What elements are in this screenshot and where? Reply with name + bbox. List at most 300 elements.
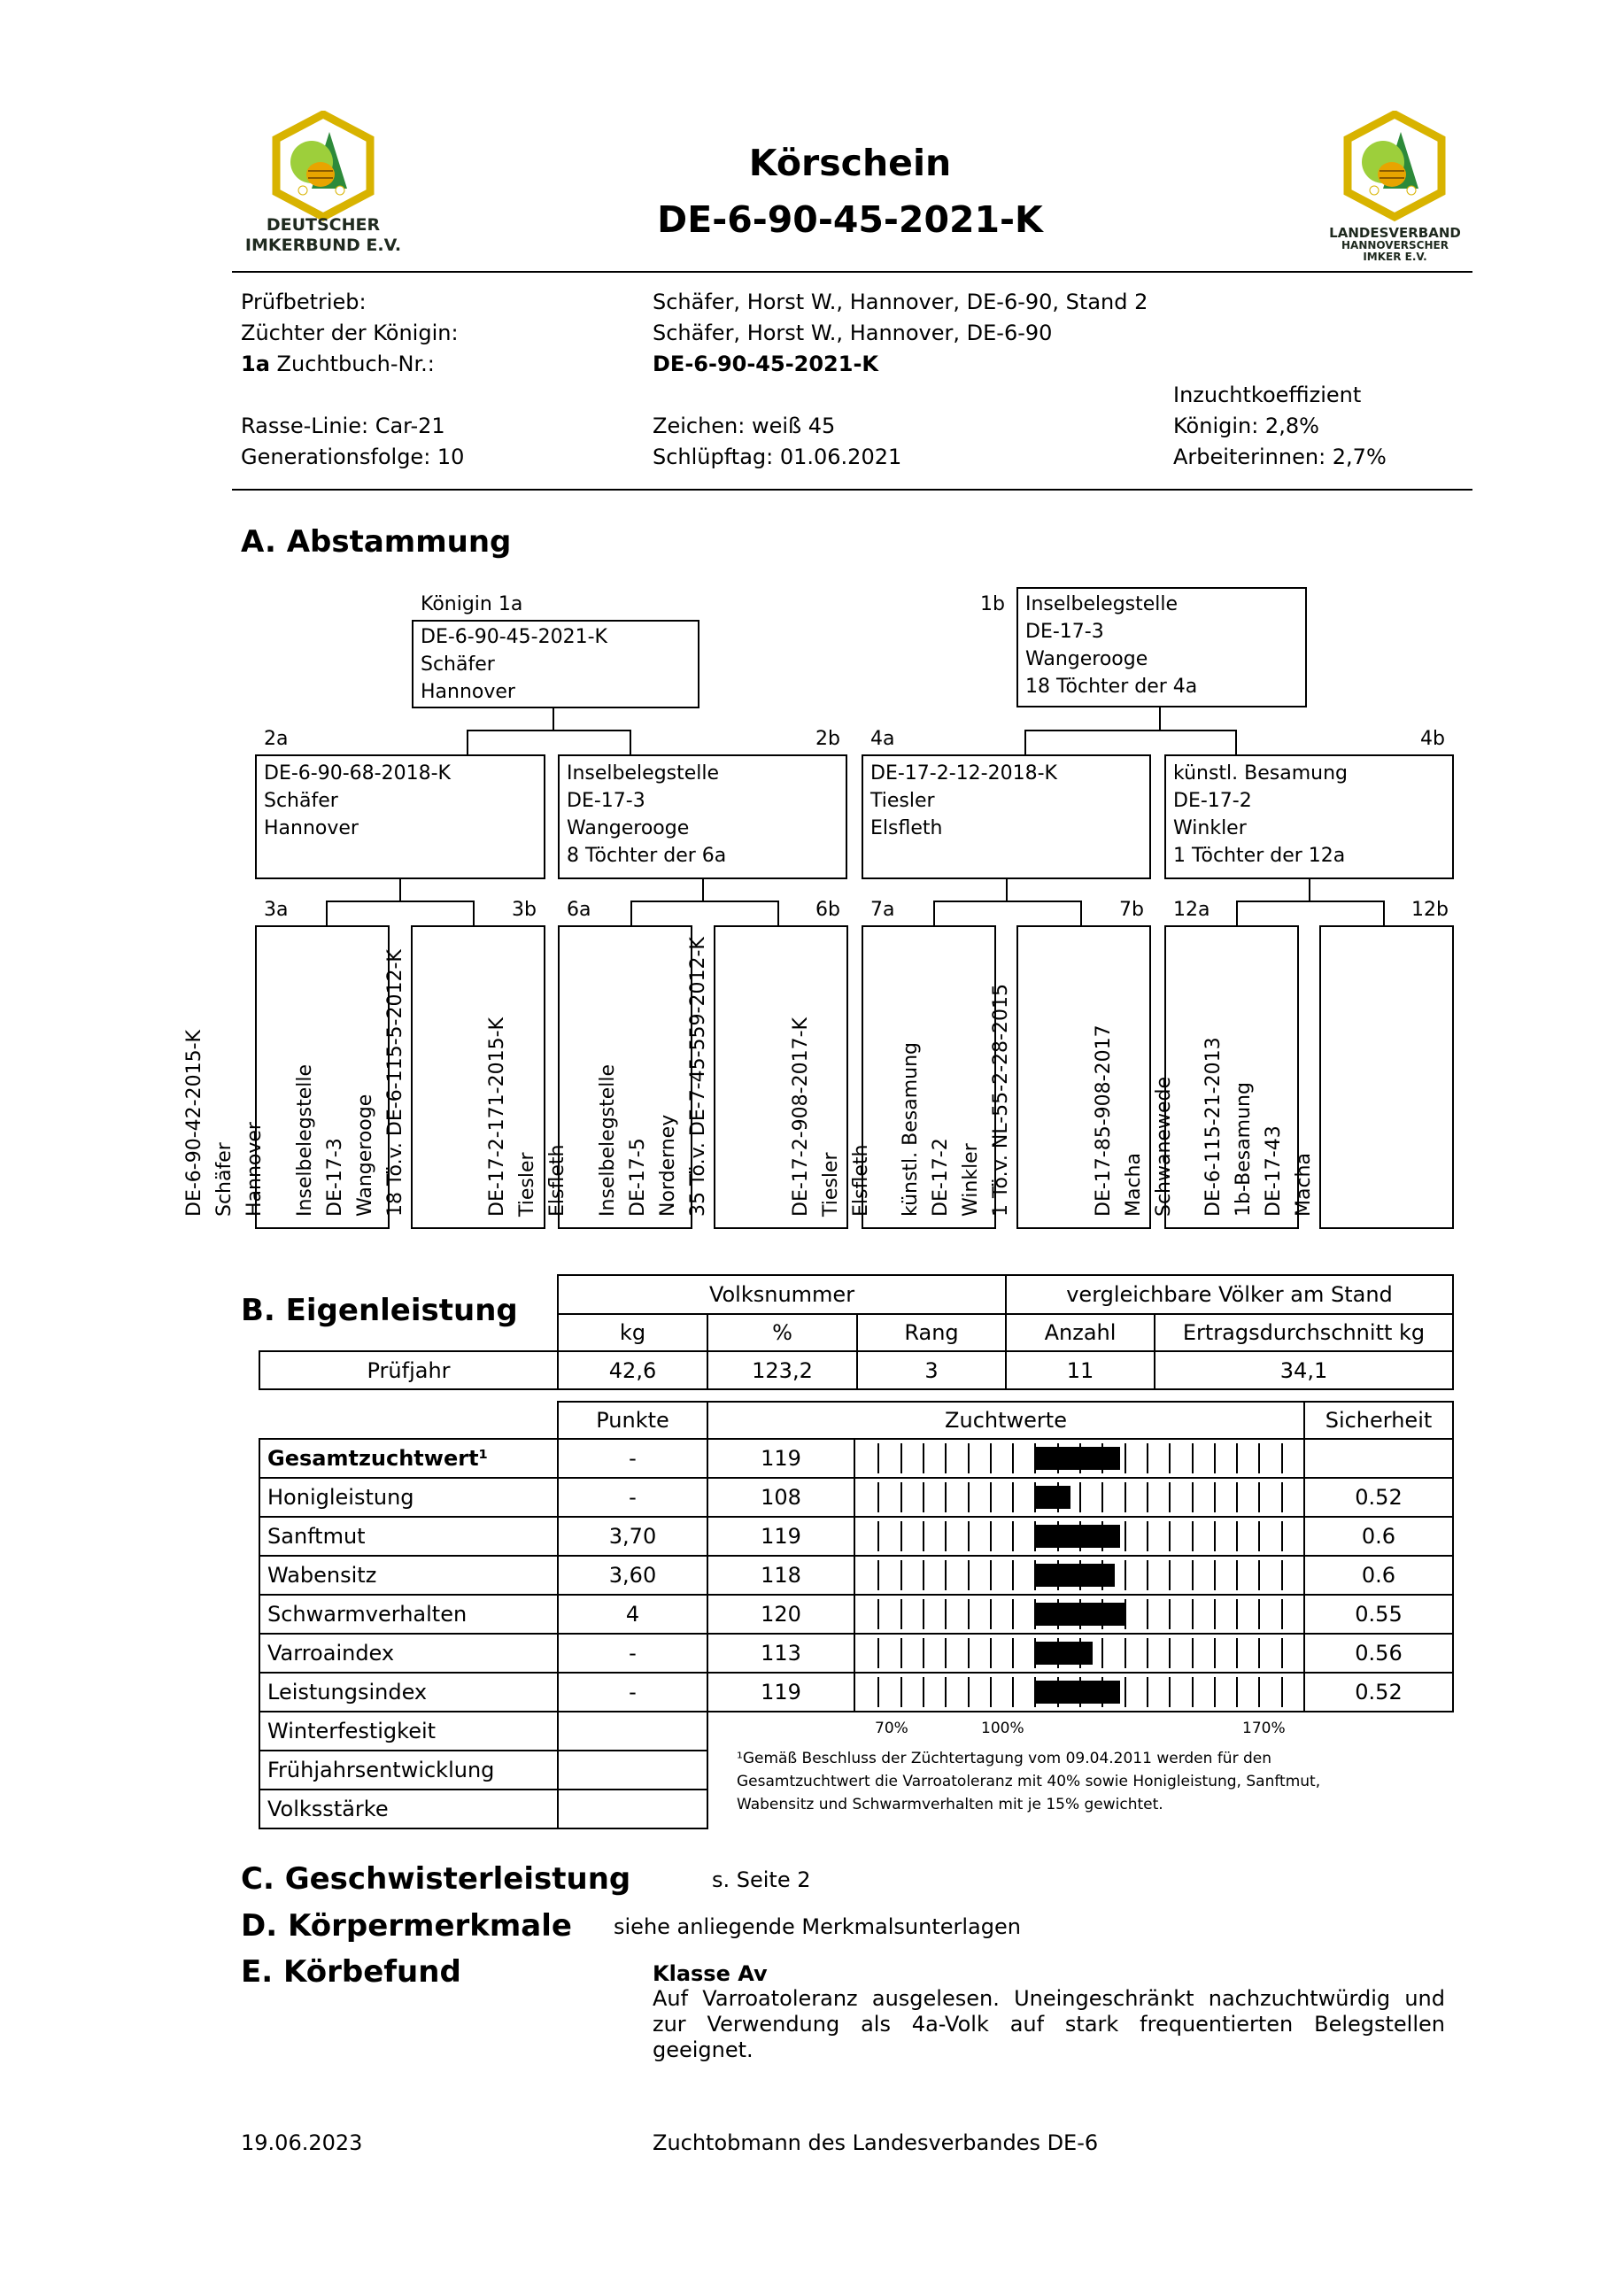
logo-right-line1: LANDESVERBAND xyxy=(1329,225,1461,241)
scale-tick xyxy=(1281,1482,1283,1512)
row-name: Winterfestigkeit xyxy=(259,1711,559,1751)
scale-tick xyxy=(900,1638,902,1668)
pedigree-2a-line: DE-6-90-68-2018-K xyxy=(264,762,451,785)
connector xyxy=(467,730,468,755)
pruefbetrieb-value: Schäfer, Horst W., Hannover, DE-6-90, Stand 2 xyxy=(653,290,1148,314)
pedigree-12a-line: DE-17-85-908-2017 xyxy=(1093,1024,1115,1217)
pedigree-4b-line: 1 Töchter der 12a xyxy=(1173,845,1346,867)
connector xyxy=(630,901,779,902)
scale-tick xyxy=(1192,1443,1194,1473)
inzucht-koenigin: Königin: 2,8% xyxy=(1173,414,1319,438)
scale-tick xyxy=(1012,1599,1014,1629)
row-punkte: - xyxy=(557,1477,708,1518)
scale-tick xyxy=(968,1443,970,1473)
inzucht-label: Inzuchtkoeffizient xyxy=(1173,383,1362,407)
connector xyxy=(1236,901,1385,902)
zuechter-label: Züchter der Königin: xyxy=(241,321,459,345)
pedigree-4a-line: DE-17-2-12-2018-K xyxy=(870,762,1057,785)
pedigree-4a-line: Tiesler xyxy=(870,790,935,812)
pedigree-box-1b xyxy=(1016,587,1307,707)
scale-tick xyxy=(1012,1482,1014,1512)
pedigree-box-2a xyxy=(255,754,545,879)
pedigree-2b-line: Wangerooge xyxy=(567,817,690,839)
pedigree-3b-line: Wangerooge xyxy=(354,1094,376,1217)
pedigree-1b-line: Wangerooge xyxy=(1025,648,1148,670)
pedigree-3a-line: Hannover xyxy=(243,1122,266,1217)
pedigree-3a-text xyxy=(180,1030,270,1217)
scale-tick xyxy=(968,1560,970,1590)
row-punkte: 4 xyxy=(557,1594,708,1635)
pedigree-1a-line: DE-6-90-45-2021-K xyxy=(421,626,607,648)
pedigree-7a-line: Tiesler xyxy=(820,1152,842,1217)
pedigree-label-12a: 12a xyxy=(1173,899,1210,921)
zeichen: Zeichen: weiß 45 xyxy=(653,414,836,438)
scale-tick xyxy=(1281,1443,1283,1473)
scale-tick xyxy=(1125,1560,1126,1590)
row-punkte: 3,70 xyxy=(557,1516,708,1557)
scale-tick xyxy=(1169,1560,1171,1590)
pedigree-7b-line: künstl. Besamung xyxy=(900,1042,922,1217)
scale-tick xyxy=(968,1677,970,1707)
scale-tick xyxy=(1214,1482,1216,1512)
pedigree-2b-line: Inselbelegstelle xyxy=(567,762,720,785)
connector xyxy=(933,901,1082,902)
scale-tick xyxy=(1147,1521,1148,1551)
scale-tick xyxy=(900,1599,902,1629)
pedigree-label-1a: Königin 1a xyxy=(421,593,523,615)
scale-tick xyxy=(1258,1638,1260,1668)
pruefjahr-anzahl: 11 xyxy=(1005,1350,1155,1390)
scale-tick xyxy=(1012,1677,1014,1707)
scale-tick xyxy=(1147,1482,1148,1512)
zuechter-value: Schäfer, Horst W., Hannover, DE-6-90 xyxy=(653,321,1053,345)
scale-tick xyxy=(990,1560,992,1590)
footer-date: 19.06.2023 xyxy=(241,2130,363,2155)
scale-tick xyxy=(1214,1443,1216,1473)
row-wert: 119 xyxy=(707,1672,855,1712)
pedigree-label-2b: 2b xyxy=(815,728,840,750)
logo-left-line2: IMKERBUND E.V. xyxy=(244,236,402,255)
scale-tick xyxy=(1236,1482,1238,1512)
pedigree-3b-line: 18 Tö.v. DE-6-115-5-2012-K xyxy=(384,949,406,1217)
section-b-title: B. Eigenleistung xyxy=(241,1293,518,1328)
scale-tick xyxy=(1192,1482,1194,1512)
scale-tick xyxy=(1125,1521,1126,1551)
scale-tick xyxy=(923,1677,924,1707)
scale-tick xyxy=(1125,1638,1126,1668)
col-anzahl: Anzahl xyxy=(1005,1313,1155,1352)
scale-tick xyxy=(877,1677,879,1707)
logo-deutscher-imkerbund xyxy=(230,111,416,266)
zuchtwert-bar xyxy=(1034,1603,1124,1626)
scale-tick xyxy=(1236,1638,1238,1668)
scale-tick xyxy=(1258,1677,1260,1707)
scale-tick xyxy=(1214,1560,1216,1590)
connector xyxy=(399,879,401,901)
scale-tick xyxy=(1258,1599,1260,1629)
pedigree-6b-text xyxy=(593,937,714,1217)
pedigree-2a-line: Schäfer xyxy=(264,790,338,812)
row-wert: 119 xyxy=(707,1438,855,1479)
scale-tick xyxy=(1079,1482,1081,1512)
scale-tick xyxy=(923,1443,924,1473)
pedigree-box-2b xyxy=(558,754,847,879)
col-rang: Rang xyxy=(856,1313,1007,1352)
pedigree-4b-line: Winkler xyxy=(1173,817,1247,839)
pruefjahr-percent: 123,2 xyxy=(707,1350,858,1390)
scale-tick xyxy=(945,1599,947,1629)
scale-tick xyxy=(1258,1443,1260,1473)
connector xyxy=(473,901,475,925)
pedigree-12b-text xyxy=(1199,1037,1319,1217)
logo-right-line2: HANNOVERSCHER xyxy=(1341,239,1449,251)
scale-tick xyxy=(1192,1599,1194,1629)
pedigree-12b-line: DE-17-43 xyxy=(1263,1125,1285,1217)
scale-tick xyxy=(1012,1521,1014,1551)
row-sicherheit: 0.6 xyxy=(1303,1516,1454,1557)
pedigree-12b-line: DE-6-115-21-2013 xyxy=(1202,1037,1225,1217)
row-name: Volksstärke xyxy=(259,1789,559,1829)
pedigree-3a-line: DE-6-90-42-2015-K xyxy=(183,1030,205,1217)
pedigree-12b-line: 1b-Besamung xyxy=(1233,1082,1255,1217)
section-c-title: C. Geschwisterleistung xyxy=(241,1861,631,1897)
logo-right-line3: IMKER E.V. xyxy=(1363,251,1427,263)
generationsfolge: Generationsfolge: 10 xyxy=(241,445,465,469)
scale-tick xyxy=(877,1521,879,1551)
pedigree-4b-line: künstl. Besamung xyxy=(1173,762,1348,785)
scale-tick xyxy=(1169,1599,1171,1629)
pedigree-label-2a: 2a xyxy=(264,728,289,750)
col-sicherheit: Sicherheit xyxy=(1303,1401,1454,1440)
inzucht-arbeiterinnen: Arbeiterinnen: 2,7% xyxy=(1173,445,1387,469)
row-punkte: 3,60 xyxy=(557,1555,708,1596)
pedigree-label-6b: 6b xyxy=(815,899,840,921)
logo-left-text xyxy=(230,215,416,256)
row-name: Wabensitz xyxy=(259,1555,559,1596)
section-a-title: A. Abstammung xyxy=(241,524,512,560)
connector xyxy=(467,730,631,731)
connector xyxy=(630,901,632,925)
pedigree-label-7a: 7a xyxy=(870,899,895,921)
pedigree-3b-line: DE-17-3 xyxy=(324,1138,346,1217)
logo-right-text xyxy=(1318,226,1472,263)
pedigree-box-12b xyxy=(1202,925,1454,1229)
scale-tick xyxy=(1101,1638,1103,1668)
connector xyxy=(326,901,328,925)
scale-tick xyxy=(1147,1677,1148,1707)
section-e-title: E. Körbefund xyxy=(241,1954,461,1990)
connector xyxy=(1383,901,1385,925)
pedigree-7b-line: Winkler xyxy=(960,1143,982,1217)
scale-tick xyxy=(945,1482,947,1512)
pedigree-2b-line: DE-17-3 xyxy=(567,790,645,812)
logo-left-line1: DEUTSCHER xyxy=(266,215,381,235)
zuchtbuch-label-row xyxy=(241,352,435,377)
scale-tick xyxy=(1258,1521,1260,1551)
scale-tick xyxy=(1258,1482,1260,1512)
info-divider xyxy=(232,489,1472,491)
row-name: Frühjahrsentwicklung xyxy=(259,1750,559,1790)
pedigree-label-4b: 4b xyxy=(1420,728,1445,750)
scale-tick xyxy=(900,1482,902,1512)
col-kg: kg xyxy=(557,1313,708,1352)
row-punkte: - xyxy=(557,1633,708,1674)
scale-tick xyxy=(1236,1599,1238,1629)
scale-tick xyxy=(1101,1482,1103,1512)
row-name: Schwarmverhalten xyxy=(259,1594,559,1635)
scale-tick xyxy=(1125,1443,1126,1473)
zuchtwert-bar xyxy=(1034,1642,1093,1665)
row-name: Leistungsindex xyxy=(259,1672,559,1712)
scale-tick xyxy=(1281,1599,1283,1629)
zuchtwert-bar xyxy=(1034,1486,1070,1509)
row-sicherheit: 0.55 xyxy=(1303,1594,1454,1635)
scale-tick xyxy=(1147,1599,1148,1629)
zuchtbuch-value: DE-6-90-45-2021-K xyxy=(653,352,879,376)
scale-tick xyxy=(877,1560,879,1590)
row-punkte xyxy=(557,1789,708,1829)
scale-tick xyxy=(990,1482,992,1512)
pedigree-4a-line: Elsfleth xyxy=(870,817,943,839)
scale-tick xyxy=(900,1443,902,1473)
scale-tick xyxy=(1012,1638,1014,1668)
pedigree-label-12b: 12b xyxy=(1411,899,1449,921)
volksnummer-header: Volksnummer xyxy=(557,1274,1007,1315)
scale-tick xyxy=(1281,1560,1283,1590)
connector xyxy=(1024,730,1237,731)
col-zuchtwerte: Zuchtwerte xyxy=(707,1401,1305,1440)
pedigree-box-4b xyxy=(1164,754,1454,879)
connector xyxy=(1006,879,1008,901)
section-e-text: Auf Varroatoleranz ausgelesen. Uneingeschränkt nachzuchtwürdig und zur Verwendung als 4a-Volk auf stark frequentierten Belegstellen geeignet. xyxy=(653,1986,1445,2062)
zuchtwert-bar xyxy=(1034,1681,1119,1704)
scale-tick xyxy=(1281,1638,1283,1668)
schluepftag: Schlüpftag: 01.06.2021 xyxy=(653,445,902,469)
col-percent: % xyxy=(707,1313,858,1352)
pedigree-6a-line: Elsfleth xyxy=(546,1144,568,1217)
row-punkte: - xyxy=(557,1672,708,1712)
pruefjahr-label: Prüfjahr xyxy=(259,1350,559,1390)
col-ertrag: Ertragsdurchschnitt kg xyxy=(1154,1313,1454,1352)
scale-tick xyxy=(923,1638,924,1668)
row-name: Gesamtzuchtwert¹ xyxy=(259,1438,559,1479)
scale-tick xyxy=(1147,1443,1148,1473)
scale-tick xyxy=(1125,1599,1126,1629)
scale-tick xyxy=(945,1677,947,1707)
pruefjahr-rang: 3 xyxy=(856,1350,1007,1390)
connector xyxy=(777,901,779,925)
connector xyxy=(553,708,554,731)
pedigree-7b-line: 1 Tö.v. NL-55-2-28-2015 xyxy=(990,984,1012,1217)
section-e-klasse: Klasse Av xyxy=(653,1961,768,1986)
scale-tick xyxy=(1214,1599,1216,1629)
scale-tick xyxy=(945,1521,947,1551)
zuchtbuch-prefix: 1a xyxy=(241,352,270,376)
pedigree-label-1b: 1b xyxy=(980,593,1005,615)
section-c-text: s. Seite 2 xyxy=(712,1867,811,1892)
connector xyxy=(1309,879,1310,901)
connector xyxy=(1159,707,1161,731)
scale-tick xyxy=(900,1677,902,1707)
pedigree-box-1a xyxy=(412,620,699,708)
scale-tick xyxy=(968,1638,970,1668)
pedigree-2a-line: Hannover xyxy=(264,817,359,839)
connector xyxy=(1236,901,1238,925)
connector xyxy=(1024,730,1026,755)
scale-tick xyxy=(1192,1521,1194,1551)
hexagon-emblem-icon xyxy=(1318,111,1472,221)
scale-tick xyxy=(1192,1560,1194,1590)
row-wert: 119 xyxy=(707,1516,855,1557)
scale-tick xyxy=(1012,1560,1014,1590)
pedigree-1a-line: Schäfer xyxy=(421,653,495,676)
pedigree-box-4a xyxy=(862,754,1151,879)
scale-tick xyxy=(1281,1677,1283,1707)
hexagon-emblem-icon xyxy=(230,111,416,221)
scale-tick xyxy=(1214,1677,1216,1707)
zuchtwert-bar xyxy=(1034,1447,1119,1470)
pruefbetrieb-label: Prüfbetrieb: xyxy=(241,290,367,314)
scale-tick xyxy=(968,1482,970,1512)
scale-tick xyxy=(945,1443,947,1473)
scale-tick xyxy=(990,1443,992,1473)
scale-170: 170% xyxy=(1242,1720,1286,1737)
scale-tick xyxy=(945,1638,947,1668)
row-sicherheit: 0.52 xyxy=(1303,1477,1454,1518)
scale-tick xyxy=(1169,1638,1171,1668)
scale-tick xyxy=(1192,1677,1194,1707)
pedigree-6b-line: DE-17-5 xyxy=(627,1138,649,1217)
pedigree-7a-text xyxy=(786,1017,877,1217)
pedigree-label-6a: 6a xyxy=(567,899,591,921)
scale-tick xyxy=(1169,1521,1171,1551)
scale-tick xyxy=(900,1560,902,1590)
pruefjahr-ertrag: 34,1 xyxy=(1154,1350,1454,1390)
scale-tick xyxy=(1125,1482,1126,1512)
pedigree-6a-line: DE-17-2-171-2015-K xyxy=(486,1017,508,1217)
scale-tick xyxy=(1258,1560,1260,1590)
page-id: DE-6-90-45-2021-K xyxy=(657,198,1043,241)
connector xyxy=(1080,901,1082,925)
row-sicherheit: 0.56 xyxy=(1303,1633,1454,1674)
connector xyxy=(933,901,935,925)
footnote: ¹Gemäß Beschluss der Züchtertagung vom 09.04.2011 werden für den Gesamtzuchtwert die Varroatoleranz mit 40% sowie Honigleistung, Sanftmut, Wabensitz und Schwarmverhalten mit je 15% gewichtet. xyxy=(737,1750,1321,1813)
row-name: Varroaindex xyxy=(259,1633,559,1674)
pedigree-1b-line: DE-17-3 xyxy=(1025,621,1104,643)
pedigree-label-3b: 3b xyxy=(512,899,537,921)
scale-tick xyxy=(923,1482,924,1512)
scale-tick xyxy=(923,1521,924,1551)
scale-100: 100% xyxy=(981,1720,1024,1737)
scale-tick xyxy=(990,1638,992,1668)
scale-tick xyxy=(1236,1560,1238,1590)
scale-tick xyxy=(990,1599,992,1629)
zuchtwert-bar xyxy=(1034,1525,1119,1548)
scale-tick xyxy=(990,1677,992,1707)
vergleichbar-header: vergleichbare Völker am Stand xyxy=(1005,1274,1454,1315)
connector xyxy=(1235,730,1237,755)
connector xyxy=(630,730,631,755)
pedigree-1a-line: Hannover xyxy=(421,681,515,703)
pedigree-4b-line: DE-17-2 xyxy=(1173,790,1252,812)
row-punkte xyxy=(557,1750,708,1790)
pedigree-label-3a: 3a xyxy=(264,899,289,921)
pedigree-label-4a: 4a xyxy=(870,728,895,750)
scale-tick xyxy=(1236,1521,1238,1551)
scale-tick xyxy=(1236,1443,1238,1473)
col-punkte: Punkte xyxy=(557,1401,708,1440)
pedigree-12a-line: Macha xyxy=(1123,1153,1145,1217)
pedigree-3b-text xyxy=(290,949,411,1217)
scale-tick xyxy=(1012,1443,1014,1473)
row-punkte xyxy=(557,1711,708,1751)
row-sicherheit xyxy=(1303,1438,1454,1479)
pedigree-7a-line: Elsfleth xyxy=(850,1144,872,1217)
scale-tick xyxy=(1147,1638,1148,1668)
scale-tick xyxy=(1281,1521,1283,1551)
scale-tick xyxy=(1192,1638,1194,1668)
pedigree-12a-line: Schwanewede xyxy=(1153,1077,1175,1217)
scale-tick xyxy=(1125,1677,1126,1707)
row-sicherheit: 0.6 xyxy=(1303,1555,1454,1596)
scale-tick xyxy=(1214,1638,1216,1668)
scale-tick xyxy=(1169,1482,1171,1512)
pedigree-7b-line: DE-17-2 xyxy=(930,1138,952,1217)
row-wert: 118 xyxy=(707,1555,855,1596)
scale-tick xyxy=(1236,1677,1238,1707)
footer-signature: Zuchtobmann des Landesverbandes DE-6 xyxy=(653,2130,1099,2155)
zuchtbuch-label: Zuchtbuch-Nr.: xyxy=(276,352,435,376)
pedigree-1b-line: Inselbelegstelle xyxy=(1025,593,1179,615)
pedigree-3b-line: Inselbelegstelle xyxy=(294,1063,316,1217)
scale-tick xyxy=(877,1599,879,1629)
scale-tick xyxy=(900,1521,902,1551)
pedigree-6b-line: 35 Tö.v. DE-7-45-559-2012-K xyxy=(687,937,709,1217)
scale-tick xyxy=(923,1560,924,1590)
scale-tick xyxy=(1147,1560,1148,1590)
scale-tick xyxy=(877,1443,879,1473)
row-name: Honigleistung xyxy=(259,1477,559,1518)
row-punkte: - xyxy=(557,1438,708,1479)
connector xyxy=(326,901,475,902)
rasse-linie: Rasse-Linie: Car-21 xyxy=(241,414,445,438)
row-sicherheit: 0.52 xyxy=(1303,1672,1454,1712)
pruefjahr-kg: 42,6 xyxy=(557,1350,708,1390)
scale-tick xyxy=(945,1560,947,1590)
pedigree-6a-line: Tiesler xyxy=(516,1152,538,1217)
scale-tick xyxy=(968,1521,970,1551)
pedigree-3a-line: Schäfer xyxy=(213,1142,236,1217)
row-wert: 113 xyxy=(707,1633,855,1674)
pedigree-7a-line: DE-17-2-908-2017-K xyxy=(790,1017,812,1217)
section-d-title: D. Körpermerkmale xyxy=(241,1908,572,1944)
pedigree-2b-line: 8 Töchter der 6a xyxy=(567,845,727,867)
scale-tick xyxy=(877,1638,879,1668)
page-title: Körschein xyxy=(748,142,952,184)
pedigree-label-7b: 7b xyxy=(1119,899,1144,921)
scale-tick xyxy=(1169,1677,1171,1707)
scale-tick xyxy=(1214,1521,1216,1551)
row-wert: 120 xyxy=(707,1594,855,1635)
connector xyxy=(702,879,704,901)
pedigree-6b-line: Inselbelegstelle xyxy=(597,1063,619,1217)
section-d-text: siehe anliegende Merkmalsunterlagen xyxy=(614,1914,1021,1939)
zuchtwert-bar xyxy=(1034,1564,1115,1587)
scale-tick xyxy=(877,1482,879,1512)
scale-tick xyxy=(968,1599,970,1629)
pedigree-12b-line: Macha xyxy=(1293,1153,1315,1217)
row-wert: 108 xyxy=(707,1477,855,1518)
